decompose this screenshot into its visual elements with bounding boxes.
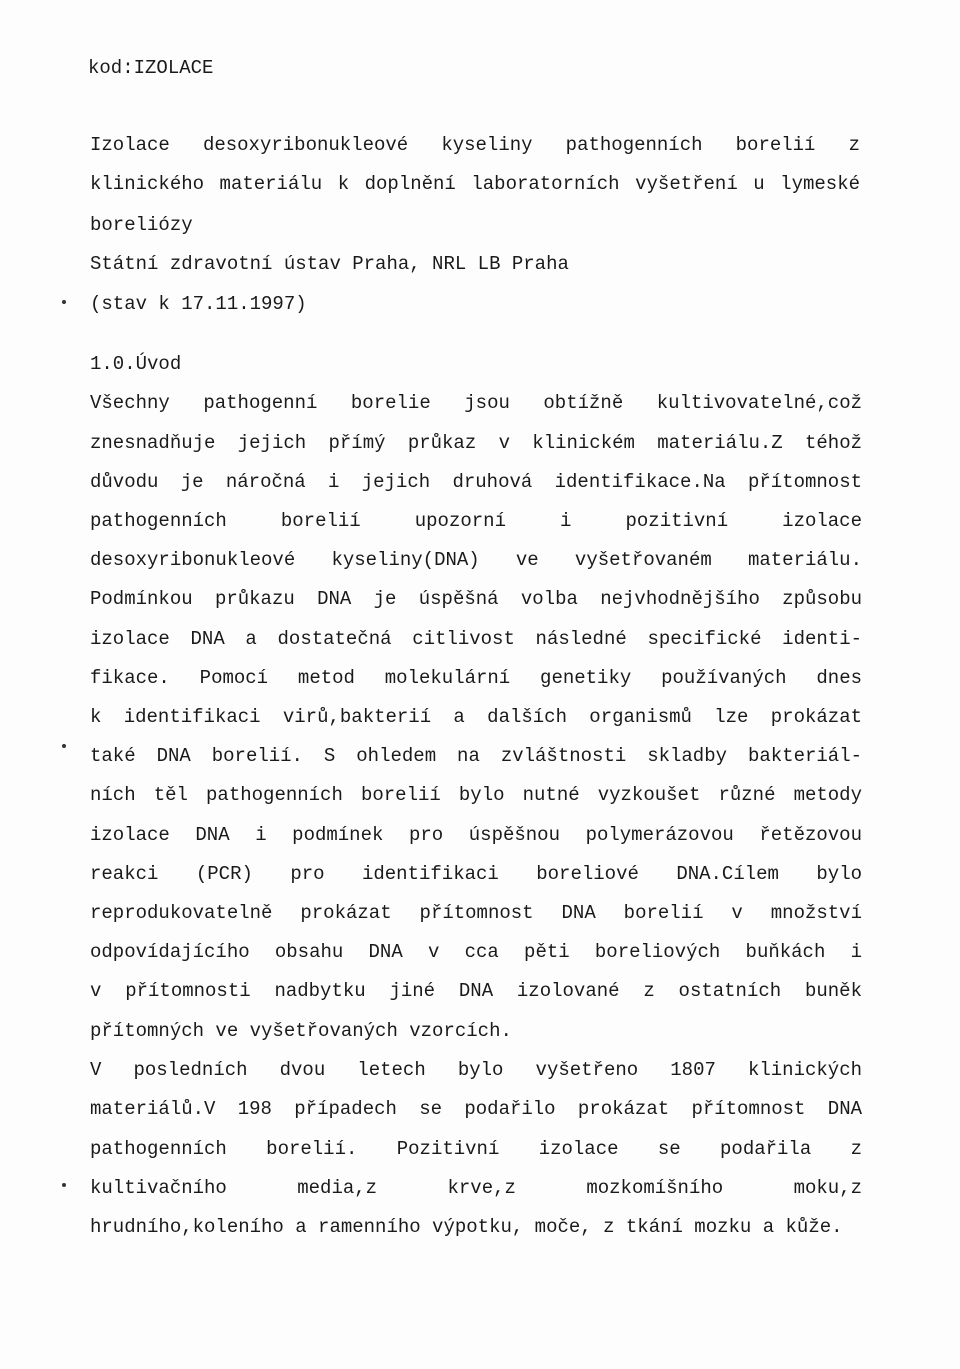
paragraph-line: reprodukovatelně prokázat přítomnost DNA borelií v množství [90,902,862,924]
paragraph-line: izolace DNA a dostatečná citlivost následné specifické identi- [90,628,862,650]
paragraph-line: pathogenních borelií. Pozitivní izolace se podařila z [90,1138,862,1160]
paragraph-line: hrudního,koleního a ramenního výpotku, moče, z tkání mozku a kůže. [90,1216,843,1238]
paragraph-line: fikace. Pomocí metod molekulární genetiky používaných dnes [90,667,862,689]
paragraph-line: desoxyribonukleové kyseliny(DNA) ve vyšetřovaném materiálu. [90,549,862,571]
paragraph-line: materiálů.V 198 případech se podařilo prokázat přítomnost DNA [90,1098,862,1120]
paragraph-line: izolace DNA i podmínek pro úspěšnou polymerázovou řetězovou [90,824,862,846]
paragraph-line: Podmínkou průkazu DNA je úspěšná volba nejvhodnějšího způsobu [90,588,862,610]
date-line: (stav k 17.11.1997) [90,293,307,315]
title-line-1: Izolace desoxyribonukleové kyseliny pathogenních borelií z [90,134,860,156]
paragraph-line: reakci (PCR) pro identifikaci boreliové DNA.Cílem bylo [90,863,862,885]
title-line-3: boreliózy [90,214,193,236]
paragraph-line: přítomných ve vyšetřovaných vzorcích. [90,1020,512,1042]
section-heading: 1.0.Úvod [90,353,182,375]
title-line-2: klinického materiálu k doplnění laboratorních vyšetření u lymeské [90,173,860,195]
paragraph-line: kultivačního media,z krve,z mozkomíšního moku,z [90,1177,862,1199]
paragraph-line: pathogenních borelií upozorní i pozitivní izolace [90,510,862,532]
margin-mark [62,1183,66,1187]
document-code: kod:IZOLACE [88,57,214,79]
paragraph-line: Všechny pathogenní borelie jsou obtížně kultivovatelné,což [90,392,862,414]
paragraph-line: v přítomnosti nadbytku jiné DNA izolované z ostatních buněk [90,980,862,1002]
paragraph-line: důvodu je náročná i jejich druhová identifikace.Na přítomnost [90,471,862,493]
margin-mark [62,300,66,304]
paragraph-line: V posledních dvou letech bylo vyšetřeno 1807 klinických [90,1059,862,1081]
institution-line: Státní zdravotní ústav Praha, NRL LB Praha [90,253,569,275]
paragraph-line: k identifikaci virů,bakterií a dalších organismů lze prokázat [90,706,862,728]
paragraph-line: odpovídajícího obsahu DNA v cca pěti boreliových buňkách i [90,941,862,963]
margin-mark [62,744,66,748]
paragraph-line: ních těl pathogenních borelií bylo nutné vyzkoušet různé metody [90,784,862,806]
paragraph-line: znesnadňuje jejich přímý průkaz v klinickém materiálu.Z téhož [90,432,862,454]
paragraph-line: také DNA borelií. S ohledem na zvláštnosti skladby bakteriál- [90,745,862,767]
